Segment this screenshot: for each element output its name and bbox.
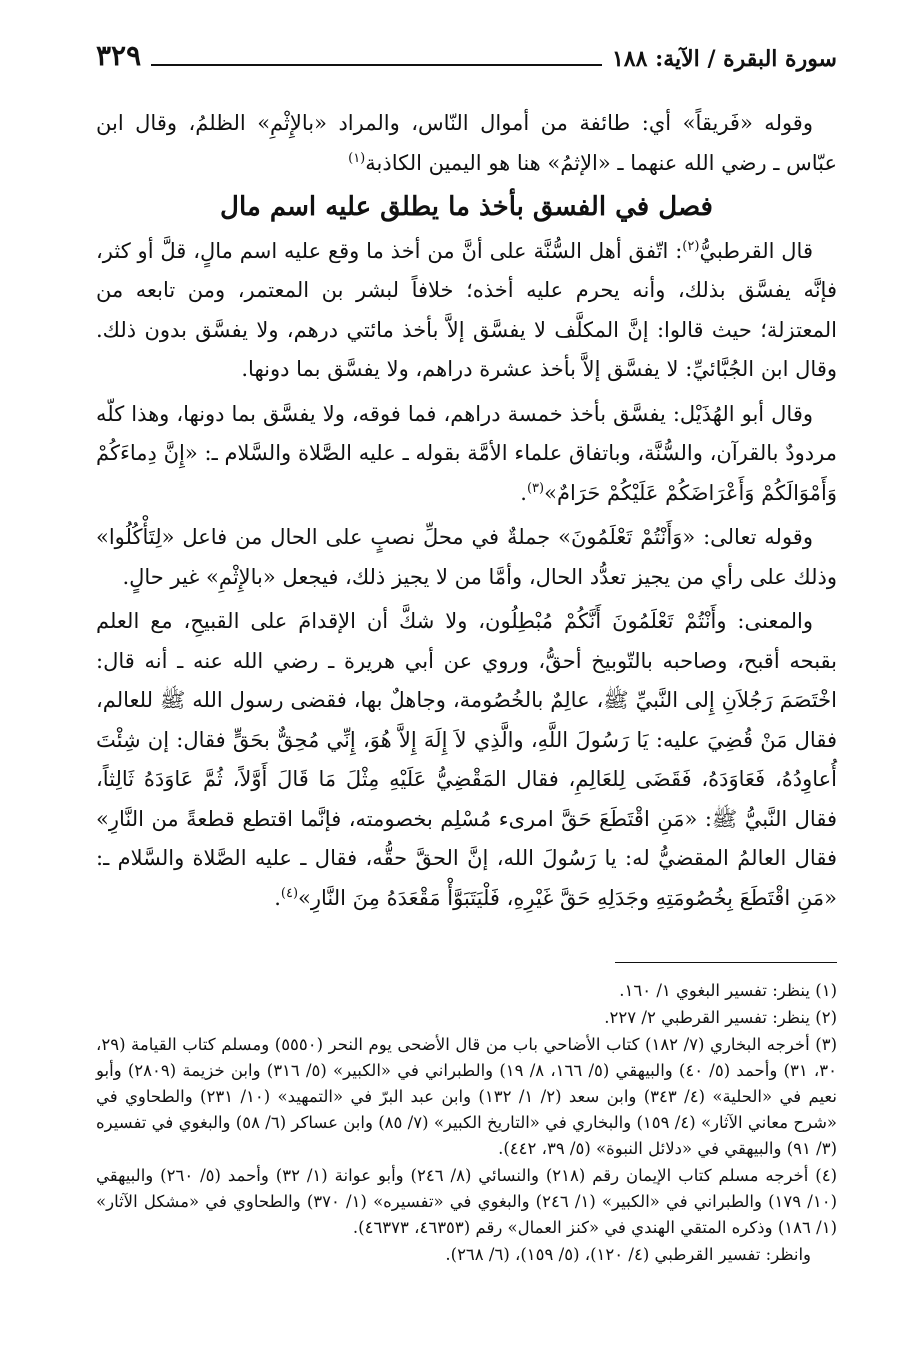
- paragraph-2-lead: قال القرطبيُّ: [699, 238, 813, 263]
- footnote-ref-1: (١): [348, 150, 366, 166]
- paragraph-1-text: وقوله «فَريقاً» أي: طائفة من أموال النّاس، والمراد «بالإِثْمِ» الظلمُ، وقال ابن عبّاس ـ رضي الله عنهما ـ «الإثمُ» هنا هو اليمين الكاذبة: [96, 111, 837, 175]
- footnotes: [96, 978, 837, 1269]
- footnote-ref-2: (٢): [682, 238, 700, 254]
- paragraph-5: [96, 602, 837, 918]
- footnote-1: (١) ينظر: تفسير البغوي ١/ ١٦٠.: [619, 981, 837, 1000]
- header-rule: [151, 64, 602, 66]
- paragraph-1: [96, 104, 837, 183]
- page-number: ٣٢٩: [96, 39, 142, 72]
- surah-verse-title: سورة البقرة / الآية: ١٨٨: [611, 46, 837, 72]
- footnote-3: (٣) أخرجه البخاري (٧/ ١٨٢) كتاب الأضاحي باب من قال الأضحى يوم النحر (٥٥٥٠) ومسلم كتاب القيامة (٢٩، ٣٠، ٣١) وأحمد (٥/ ٤٠) والبيهقي (٥/ ١٦٦، ٨/ ١٩) والطبراني في «الكبير» (٥/ ٣١٦) وابن خزيمة (٢٨٠٩) وأبو نعيم في «الحلية» (٤/ ٣٤٣) وابن سعد (٢/ ١/ ١٣٢) وابن عبد البرّ في «التمهيد» (١٠/ ٢٣١) والطحاوي في «شرح معاني الآثار» (٤/ ١٥٩) والبخاري في «التاريخ الكبير» (٧/ ٨٥) وابن عساكر (٦/ ٥٨) والبغوي في تفسيره (٣/ ٩١) والبيهقي في «دلائل النبوة» (٥/ ٣٩، ٤٤٢).: [96, 1035, 838, 1158]
- footnote-4-continuation: وانظر: تفسير القرطبي (٤/ ١٢٠)، (٥/ ١٥٩)، (٦/ ٢٦٨).: [445, 1245, 811, 1264]
- paragraph-2: [96, 232, 837, 390]
- footnote-2: (٢) ينظر: تفسير القرطبي ٢/ ٢٢٧.: [604, 1008, 837, 1027]
- page-header: [96, 30, 837, 70]
- paragraph-3-end: .: [520, 480, 527, 505]
- footnote-separator: [615, 962, 837, 963]
- paragraph-3: [96, 395, 837, 514]
- paragraph-5-end: .: [274, 885, 281, 910]
- paragraph-2-text: : اتّفق أهل السُّنَّة على أنَّ من أخذ ما وقع عليه اسم مالٍ، قلَّ أو كثر، فإنَّه يفسَّق بذلك، وأنه يحرم عليه أخذه؛ خلافاً لبشر بن المعتمر، ومن تابعه من المعتزلة؛ حيث قالوا: إنَّ المكلَّف لا يفسَّق إلاَّ بأخذ مائتي درهم، ولا يفسَّق بدون ذلك. وقال ابن الجُبَّائيِّ: لا يفسَّق إلاَّ بأخذ عشرة دراهم، ولا يفسَّق بما دونها.: [96, 238, 837, 381]
- footnote-ref-3: (٣): [526, 480, 545, 496]
- paragraph-3-text: وقال أبو الهُذَيْل: يفسَّق بأخذ خمسة دراهم، فما فوقه، ولا يفسَّق بما دونها، وهذا كلّه مردودٌ بالقرآن، والسُّنَّة، وباتفاق علماء الأمَّة بقوله ـ عليه الصَّلاة والسَّلام ـ: «إِنَّ دِماءَكُمْ وَأَمْوَالَكُمْ وَأَعْرَاضَكُمْ عَلَيْكُمْ حَرَامٌ»: [96, 401, 837, 505]
- section-heading: فصل في الفسق بأخذ ما يطلق عليه اسم مال: [220, 192, 713, 222]
- footnote-4: (٤) أخرجه مسلم كتاب الإيمان رقم (٢١٨) والنسائي (٨/ ٢٤٦) وأبو عوانة (١/ ٣٢) وأحمد (٥/ ٢٦٠) والبيهقي (١٠/ ١٧٩) والطبراني في «الكبير» (١/ ٢٤٦) والبغوي في «تفسيره» (١/ ٣٧٠) والطحاوي في «مشكل الآثار» (١/ ١٨٦) وذكره المتقي الهندي في «كنز العمال» رقم (٤٦٣٥٣، ٤٦٣٧٣).: [96, 1166, 838, 1237]
- footnote-ref-4: (٤): [280, 885, 299, 901]
- main-text: [96, 104, 837, 923]
- paragraph-4: وقوله تعالى: «وَأَنْتُمْ تَعْلَمُونَ» جملةٌ في محلِّ نصبٍ على الحال من فاعل «لِتَأْكُلُوا» وذلك على رأي من يجيز تعدُّد الحال، وأمَّا من لا يجيز ذلك، فيجعل «بالإِثْمِ» غير حالٍ.: [96, 525, 837, 589]
- paragraph-5-text: والمعنى: وأَنْتُمْ تَعْلَمُونَ أَنَّكُمْ مُبْطِلُون، ولا شكَّ أن الإقدامَ على القبيحِ، مع العلم بقبحه أقبح، وصاحبه بالتّوبيخ أحقُّ، وروي عن أبي هريرة ـ رضي الله عنه ـ أنه قال: اخْتَصَمَ رَجُلاَنِ إِلى النَّبيِّ ﷺ، عالِمٌ بالخُصُومة، وجاهلٌ بها، فقضى رسول الله ﷺ للعالم، فقال مَنْ قُضِيَ عليه: يَا رَسُولَ اللَّهِ، والَّذِي لاَ إِلَهَ إِلاَّ هُوَ، إِنِّي مُحِقٌّ بحَقٍّ فقال: إن شِئْتَ أُعاوِدُهُ، فَعَاوَدَهُ، فَقَضَى لِلعَالِمِ، فقال المَقْضِيُّ عَلَيْهِ مِثْلَ مَا قَالَ أَوَّلاً، ثُمَّ عَاوَدَهُ ثَالِثاً، فقال النَّبيُّ ﷺ: «مَنِ اقْتَطَعَ حَقَّ امرىء مُسْلِم بخصومته، فإنَّما اقتطع قطعةً من النَّارِ» فقال العالمُ المقضيُّ له: يا رَسُولَ الله، إنَّ الحقَّ حقُّه، فقال ـ عليه الصَّلاة والسَّلام ـ: «مَنِ اقْتَطَعَ بِخُصُومَتِهِ وجَدَلِهِ حَقَّ غَيْرِهِ، فَلْيَتَبَوَّأْ مَقْعَدَهُ مِنَ النَّارِ»: [96, 609, 838, 910]
